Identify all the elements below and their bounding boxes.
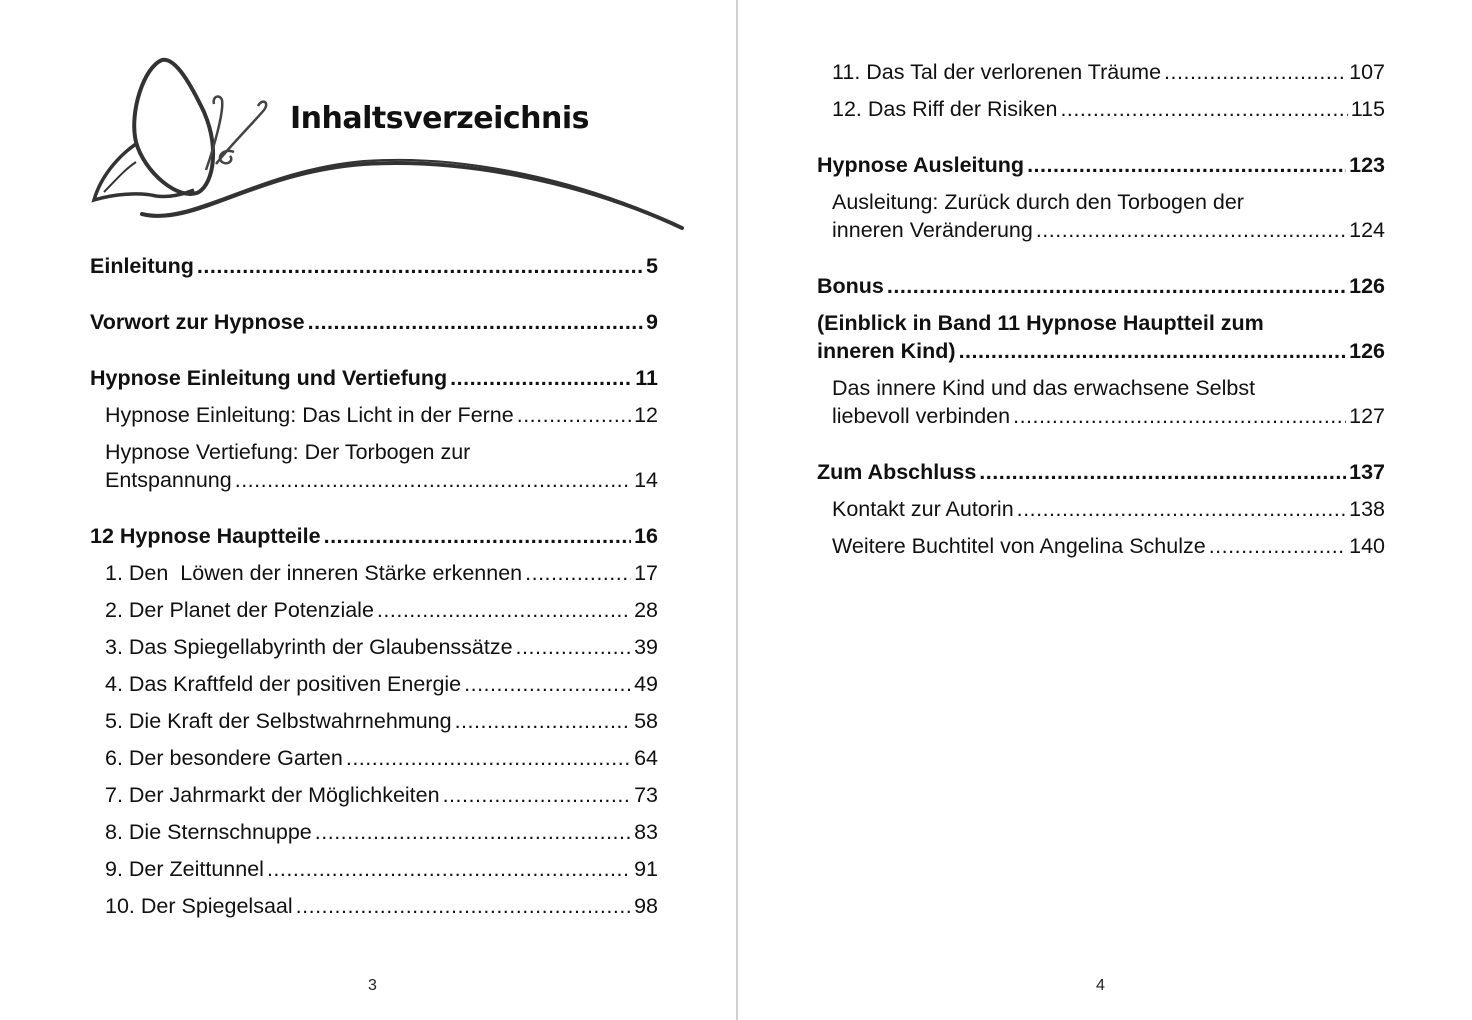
toc-entry[interactable] bbox=[90, 781, 658, 809]
toc-entry[interactable] bbox=[90, 633, 658, 661]
toc-entry-label-line1: Ausleitung: Zurück durch den Torbogen der bbox=[832, 190, 1244, 214]
toc-entry-label: 2. Der Planet der Potenziale bbox=[105, 598, 374, 622]
toc-entry[interactable] bbox=[90, 401, 658, 429]
toc-entry-page: 124 bbox=[1349, 218, 1385, 242]
toc-entry-page: 83 bbox=[634, 820, 658, 844]
toc-entry-label-line1: Hypnose Vertiefung: Der Torbogen zur bbox=[105, 440, 471, 464]
toc-entry-page: 28 bbox=[634, 598, 658, 622]
leader-dots bbox=[525, 559, 631, 587]
toc-entry-label: Kontakt zur Autorin bbox=[832, 497, 1014, 521]
page-number: 4 bbox=[1096, 977, 1105, 994]
leader-dots bbox=[450, 364, 632, 392]
leader-dots bbox=[887, 272, 1346, 300]
toc-entry[interactable] bbox=[817, 495, 1385, 523]
leader-dots bbox=[979, 458, 1346, 486]
butterfly-swoosh-icon bbox=[84, 52, 684, 232]
leader-dots bbox=[346, 744, 631, 772]
leader-dots bbox=[1027, 151, 1346, 179]
toc-entry[interactable] bbox=[90, 308, 658, 336]
toc-entry-page: 49 bbox=[634, 672, 658, 696]
toc-entry-label: 10. Der Spiegelsaal bbox=[105, 894, 293, 918]
toc-entry-page: 107 bbox=[1349, 60, 1385, 84]
toc-entry[interactable] bbox=[817, 309, 1385, 365]
toc-entry-label: 7. Der Jahrmarkt der Möglichkeiten bbox=[105, 783, 440, 807]
leader-dots bbox=[235, 466, 631, 494]
toc-entry-label: Vorwort zur Hypnose bbox=[90, 310, 305, 334]
toc-entry-label: 5. Die Kraft der Selbstwahrnehmung bbox=[105, 709, 452, 733]
leader-dots bbox=[197, 252, 643, 280]
toc-entry[interactable] bbox=[90, 855, 658, 883]
leader-dots bbox=[443, 781, 632, 809]
toc-entry-page: 58 bbox=[634, 709, 658, 733]
toc-entry-page: 115 bbox=[1350, 97, 1385, 121]
toc-entry-label-line1: (Einblick in Band 11 Hypnose Hauptteil zum bbox=[817, 311, 1264, 335]
toc-entry[interactable] bbox=[90, 438, 658, 494]
leader-dots bbox=[516, 633, 632, 661]
toc-entry-label-line2: inneren Kind) bbox=[817, 339, 956, 363]
toc-entry-label: 4. Das Kraftfeld der positiven Energie bbox=[105, 672, 462, 696]
toc-entry-label: Hypnose Einleitung: Das Licht in der Ferne bbox=[105, 403, 514, 427]
toc-entry[interactable] bbox=[90, 364, 658, 392]
toc-entry-label: 12 Hypnose Hauptteile bbox=[90, 524, 321, 548]
toc-entry-page: 127 bbox=[1349, 404, 1385, 428]
toc-entry-page: 64 bbox=[634, 746, 658, 770]
toc-entry[interactable] bbox=[90, 522, 658, 550]
toc-entry-label-line2: Entspannung bbox=[105, 468, 232, 492]
toc-entry[interactable] bbox=[90, 892, 658, 920]
toc-entry[interactable] bbox=[817, 374, 1385, 430]
leader-dots bbox=[464, 670, 631, 698]
toc-entry-page: 9 bbox=[646, 310, 658, 334]
leader-dots bbox=[1036, 216, 1346, 244]
toc-entry-page: 16 bbox=[634, 524, 658, 548]
toc-entry[interactable] bbox=[817, 188, 1385, 244]
leader-dots bbox=[455, 707, 632, 735]
toc-entry-label: 8. Die Sternschnuppe bbox=[105, 820, 312, 844]
toc-entry-page: 12 bbox=[634, 403, 658, 427]
leader-dots bbox=[517, 401, 631, 429]
leader-dots bbox=[296, 892, 631, 920]
toc-left bbox=[90, 252, 658, 929]
toc-entry-page: 11 bbox=[635, 366, 658, 390]
toc-entry-label: Hypnose Ausleitung bbox=[817, 153, 1025, 177]
toc-entry-label: 3. Das Spiegellabyrinth der Glaubenssätze bbox=[105, 635, 513, 659]
leader-dots bbox=[1209, 532, 1346, 560]
toc-entry-page: 91 bbox=[634, 857, 658, 881]
leader-dots bbox=[1013, 402, 1346, 430]
toc-entry-page: 140 bbox=[1349, 534, 1385, 558]
toc-entry-page: 123 bbox=[1349, 153, 1385, 177]
toc-entry-page: 138 bbox=[1349, 497, 1385, 521]
toc-entry[interactable] bbox=[90, 818, 658, 846]
toc-entry[interactable] bbox=[90, 707, 658, 735]
toc-entry-label: Zum Abschluss bbox=[817, 460, 977, 484]
toc-entry[interactable] bbox=[817, 95, 1385, 123]
leader-dots bbox=[267, 855, 631, 883]
toc-entry-page: 126 bbox=[1349, 339, 1385, 363]
toc-entry-page: 137 bbox=[1349, 460, 1385, 484]
toc-entry[interactable] bbox=[90, 670, 658, 698]
toc-entry[interactable] bbox=[90, 596, 658, 624]
page-title: Inhaltsverzeichnis bbox=[290, 101, 590, 136]
toc-entry[interactable] bbox=[817, 151, 1385, 179]
toc-entry-label: 12. Das Riff der Risiken bbox=[832, 97, 1058, 121]
right-page bbox=[738, 0, 1472, 1020]
leader-dots bbox=[1060, 95, 1347, 123]
leader-dots bbox=[1164, 58, 1346, 86]
toc-entry-label-line2: inneren Veränderung bbox=[832, 218, 1033, 242]
toc-entry-label-line2: liebevoll verbinden bbox=[832, 404, 1011, 428]
toc-entry[interactable] bbox=[817, 58, 1385, 86]
toc-entry[interactable] bbox=[90, 252, 658, 280]
leader-dots bbox=[324, 522, 631, 550]
toc-right bbox=[817, 58, 1385, 569]
toc-entry-page: 14 bbox=[634, 468, 658, 492]
toc-entry-label: 1. Den Löwen der inneren Stärke erkennen bbox=[105, 561, 523, 585]
toc-entry-label: 6. Der besondere Garten bbox=[105, 746, 343, 770]
toc-entry-page: 126 bbox=[1349, 274, 1385, 298]
leader-dots bbox=[959, 337, 1347, 365]
toc-entry-label: 9. Der Zeittunnel bbox=[105, 857, 264, 881]
toc-entry-label: Hypnose Einleitung und Vertiefung bbox=[90, 366, 448, 390]
toc-entry-label: 11. Das Tal der verlorenen Träume bbox=[832, 60, 1162, 84]
leader-dots bbox=[315, 818, 631, 846]
toc-entry-page: 73 bbox=[634, 783, 658, 807]
toc-entry-page: 98 bbox=[634, 894, 658, 918]
toc-entry[interactable] bbox=[90, 744, 658, 772]
toc-entry-label: Weitere Buchtitel von Angelina Schulze bbox=[832, 534, 1206, 558]
page-number: 3 bbox=[368, 977, 377, 994]
leader-dots bbox=[377, 596, 631, 624]
toc-entry-label-line1: Das innere Kind und das erwachsene Selbst bbox=[832, 376, 1256, 400]
toc-entry-page: 5 bbox=[646, 254, 658, 278]
leader-dots bbox=[308, 308, 643, 336]
toc-entry-label: Bonus bbox=[817, 274, 884, 298]
toc-entry[interactable] bbox=[817, 272, 1385, 300]
toc-entry-page: 17 bbox=[634, 561, 658, 585]
leader-dots bbox=[1017, 495, 1346, 523]
toc-entry-label: Einleitung bbox=[90, 254, 194, 278]
toc-entry[interactable] bbox=[817, 532, 1385, 560]
toc-entry-page: 39 bbox=[634, 635, 658, 659]
toc-entry[interactable] bbox=[817, 458, 1385, 486]
toc-entry[interactable] bbox=[90, 559, 658, 587]
